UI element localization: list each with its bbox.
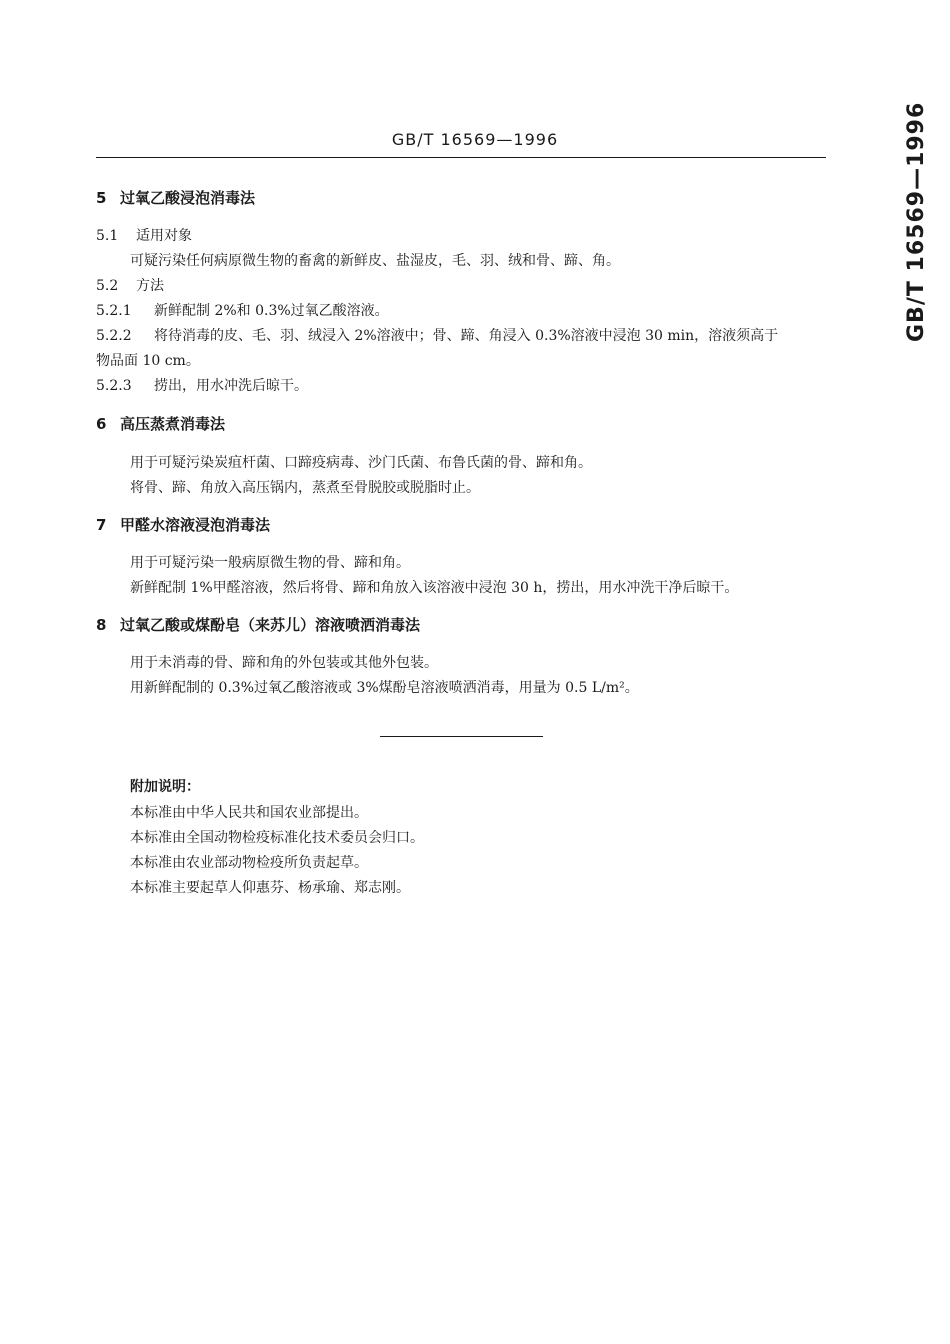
- section-7-para-2: 新鲜配制 1%甲醛溶液，然后将骨、蹄和角放入该溶液中浸泡 30 h，捞出，用水冲洗干净后晾干。: [130, 580, 739, 596]
- end-rule: [380, 736, 543, 737]
- section-5-heading: [96, 189, 255, 207]
- clause-5-2: [96, 277, 164, 295]
- clause-5-1-number: 5.1: [96, 228, 119, 244]
- section-8-para-1: 用于未消毒的骨、蹄和角的外包装或其他外包装。: [130, 655, 438, 671]
- side-standard-code: GB/T 16569—1996: [904, 101, 929, 342]
- clause-5-1: [96, 227, 192, 245]
- notes-line-4: 本标准主要起草人仰惠芬、杨承瑜、郑志刚。: [130, 880, 410, 896]
- section-6-para-2: 将骨、蹄、角放入高压锅内，蒸煮至骨脱胶或脱脂时止。: [130, 480, 480, 496]
- clause-5-2-2-text-cont: 物品面 10 cm。: [96, 353, 200, 369]
- section-7-number: 7: [96, 516, 107, 534]
- header-rule: [96, 157, 826, 158]
- notes-title: 附加说明：: [130, 779, 200, 795]
- section-7-heading: [96, 516, 270, 534]
- clause-5-1-title: 适用对象: [136, 228, 192, 244]
- clause-5-1-text: 可疑污染任何病原微生物的畜禽的新鲜皮、盐湿皮，毛、羽、绒和骨、蹄、角。: [130, 253, 620, 269]
- section-6-title: 高压蒸煮消毒法: [120, 415, 226, 433]
- clause-5-2-1-number: 5.2.1: [96, 303, 132, 319]
- clause-5-2-2-number: 5.2.2: [96, 328, 132, 344]
- section-8-para-2: 用新鲜配制的 0.3%过氧乙酸溶液或 3%煤酚皂溶液喷洒消毒，用量为 0.5 L/m²。: [130, 680, 639, 696]
- section-8-title: 过氧乙酸或煤酚皂（来苏儿）溶液喷洒消毒法: [120, 616, 421, 634]
- section-8-heading: [96, 616, 420, 634]
- clause-5-2-3: [96, 377, 308, 395]
- clause-5-2-2-text: 将待消毒的皮、毛、羽、绒浸入 2%溶液中；骨、蹄、角浸入 0.3%溶液中浸泡 30 min，溶液须高于: [154, 328, 779, 344]
- clause-5-2-3-text: 捞出，用水冲洗后晾干。: [154, 378, 308, 394]
- section-6-heading: [96, 415, 225, 433]
- section-5-number: 5: [96, 189, 107, 207]
- notes-line-3: 本标准由农业部动物检疫所负责起草。: [130, 855, 368, 871]
- notes-line-1: 本标准由中华人民共和国农业部提出。: [130, 805, 368, 821]
- clause-5-2-1: [96, 302, 389, 320]
- clause-5-2-title: 方法: [136, 278, 164, 294]
- notes-line-2: 本标准由全国动物检疫标准化技术委员会归口。: [130, 830, 424, 846]
- clause-5-2-1-text: 新鲜配制 2%和 0.3%过氧乙酸溶液。: [154, 303, 389, 319]
- section-6-number: 6: [96, 415, 107, 433]
- clause-5-2-number: 5.2: [96, 278, 119, 294]
- section-7-title: 甲醛水溶液浸泡消毒法: [120, 516, 271, 534]
- section-6-para-1: 用于可疑污染炭疽杆菌、口蹄疫病毒、沙门氏菌、布鲁氏菌的骨、蹄和角。: [130, 455, 592, 471]
- clause-5-2-3-number: 5.2.3: [96, 378, 132, 394]
- page-header-code: GB/T 16569—1996: [391, 130, 559, 149]
- clause-5-2-2: [96, 327, 778, 345]
- section-8-number: 8: [96, 616, 107, 634]
- section-5-title: 过氧乙酸浸泡消毒法: [120, 189, 256, 207]
- section-7-para-1: 用于可疑污染一般病原微生物的骨、蹄和角。: [130, 555, 410, 571]
